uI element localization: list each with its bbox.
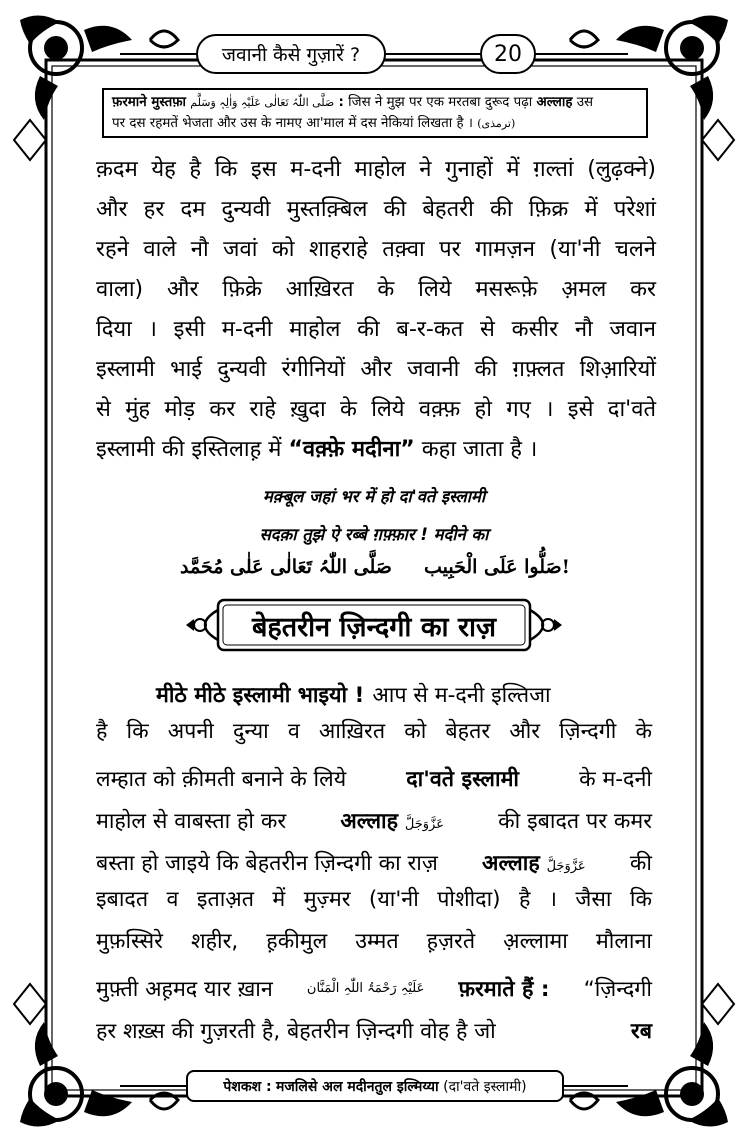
text-line: दिया । इसी म-दनी माहोल की ब-र-कत से कसीर नौ जवान	[96, 317, 656, 342]
text-line: वाला) और फ़िक्रे आख़िरत के लिये मसरूफ़े अ़मल कर	[96, 277, 656, 302]
section-heading	[182, 592, 566, 658]
salutation-arabic: صَلَّی اللّٰہُ تَعَالٰی عَلَیْہِ وَاٰلِہٖ وَسَلَّم	[190, 96, 335, 109]
waqf-e-madina: “वक़्फ़े मदीना”	[288, 437, 415, 462]
text-line: मुफ़्ती अह़मद यार ख़ान عَلَیْہِ رَحْمَۃُ اللّٰہِ الْمَنَّان फ़रमाते हैं : “ज़िन्दगी	[96, 976, 652, 1002]
hadith-colon: :	[338, 95, 344, 110]
text-line: और हर दम दुन्यवी मुस्तक़्बिल की बेहतरी की फ़िक्र में परेशां	[96, 197, 656, 222]
hadith-source: (ترمذی)	[477, 117, 516, 130]
hadith-line-1	[112, 92, 638, 113]
text-line: बस्ता हो जाइये कि बेहतरीन ज़िन्दगी का राज़ अल्लाह عَزَّوَجَلَّ की	[96, 850, 652, 876]
hadith-box	[102, 88, 648, 138]
text-line: रहने वाले नौ जवां को शाहराहे तक़्वा पर गामज़न (या'नी चलने	[96, 237, 656, 262]
hadith-line-2-text: पर दस रहमतें भेजता और उस के नामए आ'माल में दस नेकियां लिखता है ।	[112, 116, 473, 131]
poem-line-2: सदक़ा तुझे ऐ रब्बे ग़फ़्फ़ार ! मदीने का	[259, 525, 489, 544]
hadith-allah: अल्लाह	[536, 95, 573, 110]
hadith-text-1: जिस ने मुझ पर एक मरतबा दुरूद पढ़ा	[348, 95, 533, 110]
paragraph-1-last-line: इस्लामी की इस्तिलाह़ में “वक़्फ़े मदीना” कहा जाता है ।	[96, 437, 538, 462]
text-line: मुफ़स्सिरे शहीर, ह़कीमुल उम्मत ह़ज़रते अ़ल्लामा मौलाना	[96, 929, 652, 954]
publisher-footer: पेशकश : मजलिसे अल मदीनतुल इल्मिय्या (दा'वते इस्लामी)	[186, 1070, 564, 1102]
text-line: लम्हात को क़ीमती बनाने के लिये दा'वते इस्लामी के म-दनी	[96, 766, 652, 792]
text-line: क़दम येह है कि इस म-दनी माहोल ने गुनाहों में ग़ल्तां (लुढ़क्ने)	[96, 157, 656, 182]
paragraph-1	[96, 150, 656, 430]
durood-right: صَلُّوا عَلَی الْحَبِیب!	[423, 556, 570, 578]
text-line: माहोल से वाबस्ता हो कर अल्लाह عَزَّوَجَلَّ की इबादत पर कमर	[96, 808, 652, 834]
book-title: जवानी कैसे गुज़ारें ?	[196, 34, 386, 74]
hadith-line-2	[112, 113, 638, 134]
text-line: से मुंह मोड़ कर राहे ख़ुदा के लिये वक़्फ़ हो गए । इसे दा'वते	[96, 397, 656, 422]
hadith-lead: फ़रमाने मुस्तफ़ा	[112, 95, 187, 110]
text-line: है कि अपनी दुन्या व आख़िरत को बेहतर और ज़िन्दगी के	[96, 719, 652, 744]
text-line: इस्लामी भाई दुन्यवी रंगीनियों और जवानी की ग़फ़्लत शिआ़रियों	[96, 357, 656, 382]
hadith-text-2: उस	[576, 95, 594, 110]
text-line: हर शख़्स की गुज़रती है, बेहतरीन ज़िन्दगी वोह है जो रब	[96, 1018, 652, 1044]
page-number: 20	[480, 34, 536, 74]
heading-text: बेहतरीन ज़िन्दगी का राज़	[251, 611, 497, 643]
poem-line-1: मक़्बूल जहां भर में हो दा'वते इस्लामी	[262, 487, 486, 506]
durood-left: صَلَّی اللّٰہُ تَعَالٰی عَلٰی مُحَمَّد	[180, 556, 392, 578]
durood-line	[180, 556, 570, 578]
text-line: मीठे मीठे इस्लामी भाइयो ! आप से म-दनी इल्तिजा	[156, 682, 551, 708]
text-line: इबादत व इताअ़त में मुज़्मर (या'नी पोशीदा) है । जैसा कि	[96, 887, 652, 912]
